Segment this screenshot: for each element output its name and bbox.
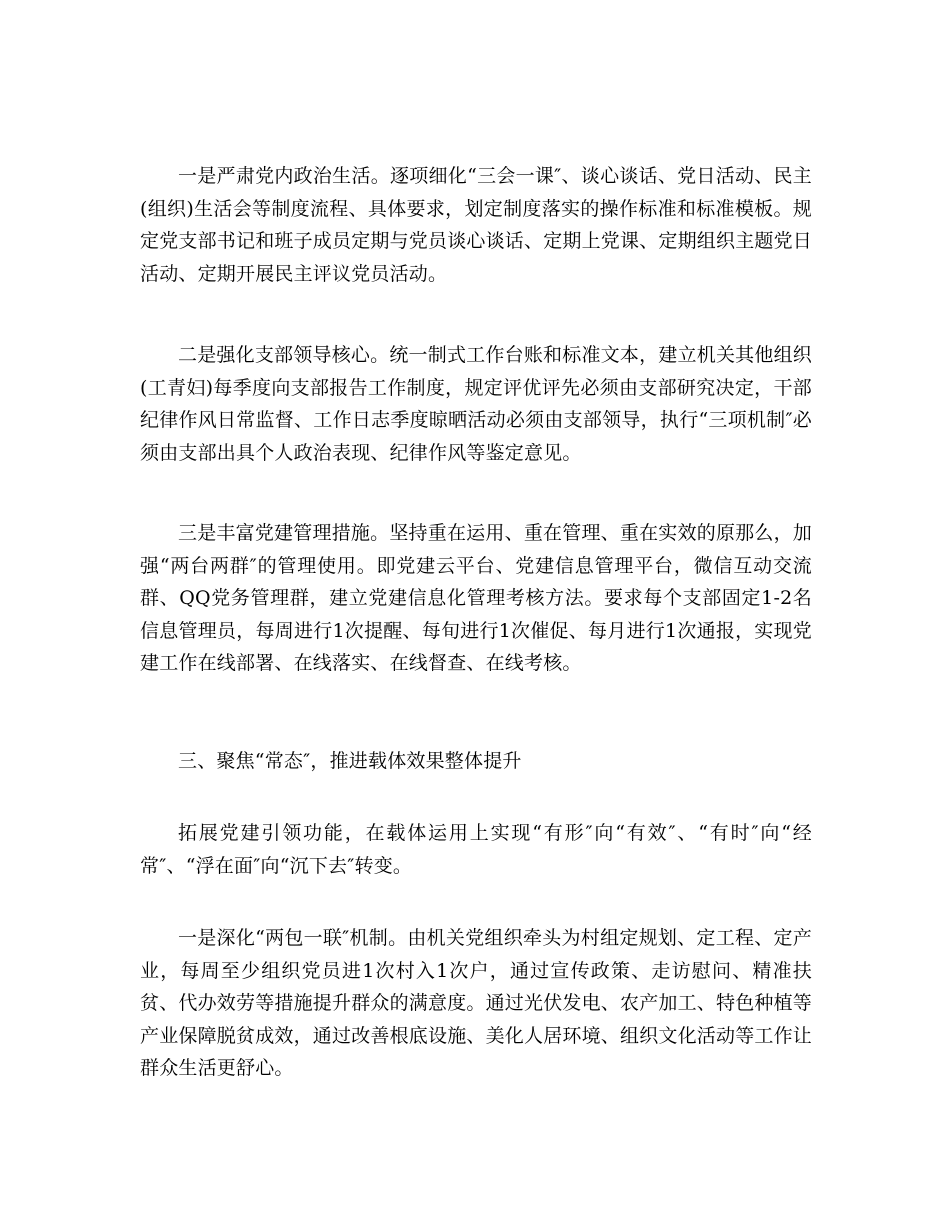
paragraph-3: 三是丰富党建管理措施。坚持重在运用、重在管理、重在实效的原那么，加强“两台两群″的管理使用。即党建云平台、党建信息管理平台，微信互动交流群、QQ党务管理群，建立党建信息化管理考核方法。要求每个支部固定1-2名信息管理员，每周进行1次提醒、每旬进行1次催促、每月进行1次通报，实现党建工作在线部署、在线落实、在线督查、在线考核。	[140, 522, 812, 674]
section-heading: 三、聚焦“常态″，推进载体效果整体提升	[178, 750, 522, 772]
paragraph-1: 一是严肃党内政治生活。逐项细化“三会一课″、谈心谈话、党日活动、民主(组织)生活会等制度流程、具体要求，划定制度落实的操作标准和标准模板。规定党支部书记和班子成员定期与党员谈心谈话、定期上党课、定期组织主题党日活动、定期开展民主评议党员活动。	[140, 165, 813, 285]
paragraph-2: 二是强化支部领导核心。统一制式工作台账和标准文本，建立机关其他组织(工青妇)每季度向支部报告工作制度，规定评优评先必须由支部研究决定，干部纪律作风日常监督、工作日志季度晾晒活动必须由支部领导，执行“三项机制″必须由支部出具个人政治表现、纪律作风等鉴定意见。	[140, 344, 812, 464]
paragraph-5: 一是深化“两包一联″机制。由机关党组织牵头为村组定规划、定工程、定产业，每周至少组织党员进1次村入1次户，通过宣传政策、走访慰问、精准扶贫、代办效劳等措施提升群众的满意度。通过光伏发电、农产加工、特色种植等产业保障脱贫成效，通过改善根底设施、美化人居环境、组织文化活动等工作让群众生活更舒心。	[140, 927, 813, 1079]
paragraph-4: 拓展党建引领功能，在载体运用上实现“有形″向“有效″、“有时″向“经常″、“浮在面″向“沉下去″转变。	[140, 822, 812, 877]
